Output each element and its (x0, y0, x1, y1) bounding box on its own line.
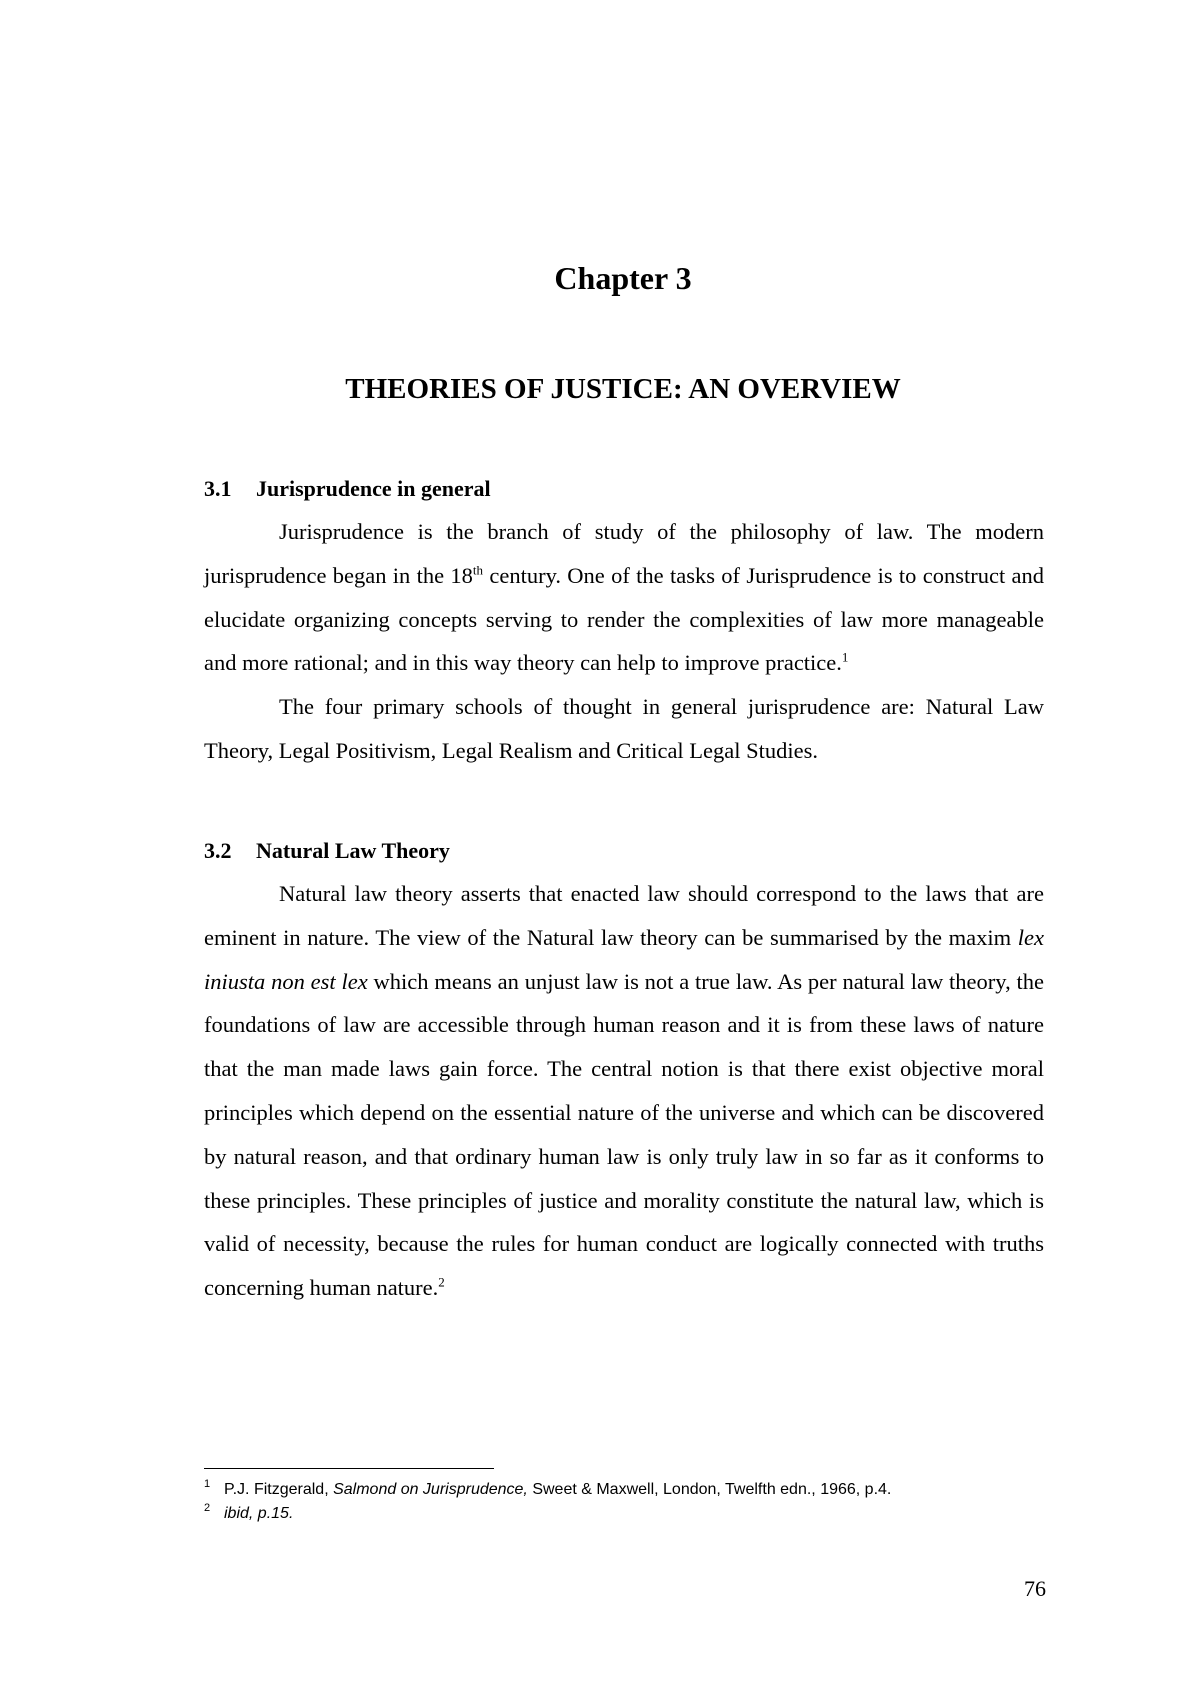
paragraph (204, 510, 1044, 685)
footnote-mark: 1 (204, 1478, 211, 1490)
text-run: which means an unjust law is not a true law. As per natural law theory, the foundations of law are accessible through human reason and it is from these laws of nature that the man made laws gain force. The central notion is that there exist objective moral principles which depend on the essential nature of the universe and which can be discovered by natural reason, and that ordinary human law is only truly law in so far as it conforms to these principles. These principles of justice and morality constitute the natural law, which is valid of necessity, because the rules for human conduct are logically connected with truths concerning human nature. (204, 968, 1045, 1301)
superscript-th: th (472, 562, 484, 578)
section-title: Jurisprudence in general (256, 476, 491, 501)
section-body-3-1 (204, 510, 1044, 773)
footnote-text: ibid, p.15. (224, 1505, 294, 1522)
footnote-ref-2: 2 (438, 1274, 445, 1290)
footnote-2 (204, 1502, 1044, 1526)
footnote-1 (204, 1478, 1044, 1502)
text-run: century. One of the tasks of Jurisprudence is to construct and elucidate organizing concepts serving to render the complexities of law more manageable and more rational; and in this way theory can help to improve practice. (204, 562, 1044, 676)
section-number: 3.2 (204, 838, 232, 863)
page-number: 76 (1024, 1576, 1046, 1601)
chapter-label: Chapter 3 (554, 260, 692, 296)
footnote-mark: 2 (204, 1502, 211, 1514)
latin-maxim: lex iniusta non est lex (204, 924, 1044, 994)
footnotes (204, 1478, 1044, 1526)
footnote-text: P.J. Fitzgerald, (224, 1481, 334, 1498)
text-run: The four primary schools of thought in general jurisprudence are: Natural Law Theory, Legal Positivism, Legal Realism and Critical Legal Studies. (204, 694, 1044, 763)
text-run: Jurisprudence is the branch of study of the philosophy of law. The modern jurisprudence began in the 18 (204, 519, 1044, 588)
section-heading-3-1 (204, 474, 491, 504)
footnote-title: Salmond on Jurisprudence, (333, 1481, 528, 1498)
paragraph (204, 685, 1044, 773)
section-heading-3-2 (204, 836, 450, 866)
paragraph (204, 872, 1044, 1310)
footnote-ref-1: 1 (841, 649, 849, 665)
footnote-text: Sweet & Maxwell, London, Twelfth edn., 1966, p.4. (527, 1481, 892, 1498)
section-title: Natural Law Theory (256, 838, 450, 863)
text-run: Natural law theory asserts that enacted law should correspond to the laws that are eminent in nature. The view of the Natural law theory can be summarised by the maxim (204, 881, 1044, 950)
section-body-3-2 (204, 872, 1044, 1310)
section-number: 3.1 (204, 476, 232, 501)
footnote-separator (204, 1468, 494, 1469)
chapter-title: THEORIES OF JUSTICE: AN OVERVIEW (345, 373, 901, 405)
